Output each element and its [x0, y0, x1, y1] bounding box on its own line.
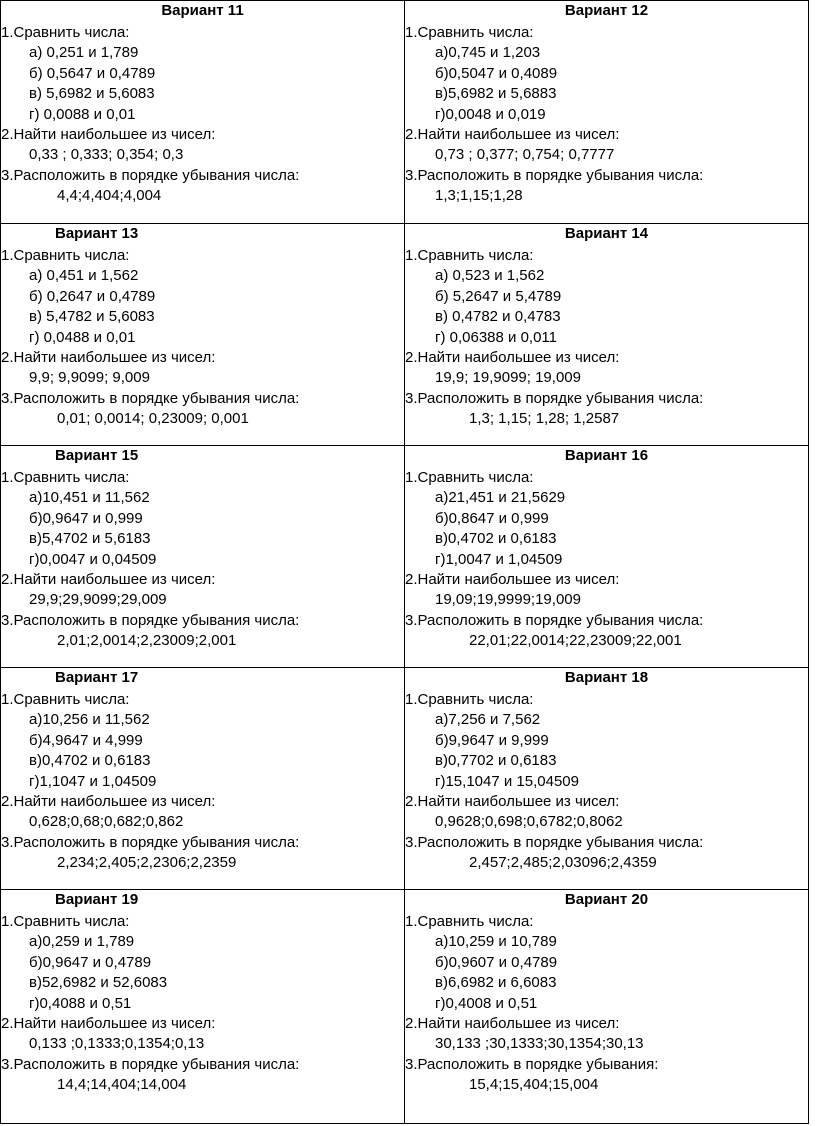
task-3-values: 2,457;2,485;2,03096;2,4359 — [469, 854, 657, 872]
task-2-heading: 2.Найти наибольшее из чисел: — [405, 349, 620, 367]
task-1-heading: 1.Сравнить числа: — [1, 469, 130, 486]
task-3-heading: 3.Расположить в порядке убывания числа: — [405, 389, 704, 407]
task-2-heading: 2.Найти наибольшее из чисел: — [1, 571, 216, 589]
task-3-heading: 3.Расположить в порядке убывания числа: — [1, 611, 300, 629]
task-1-item: б)0,9647 и 0,999 — [29, 509, 143, 527]
task-1-item: а) 0,251 и 1,789 — [29, 44, 139, 62]
task-2-values: 0,133 ;0,1333;0,1354;0,13 — [29, 1035, 205, 1053]
task-1-item: а) 0,523 и 1,562 — [435, 267, 545, 285]
task-1-item: г) 0,0488 и 0,01 — [29, 328, 136, 346]
variant-cell — [405, 1, 809, 224]
task-1-item: а)0,745 и 1,203 — [435, 44, 541, 62]
task-2-values: 0,628;0,68;0,682;0,862 — [29, 813, 184, 831]
task-1-item: г)0,4008 и 0,51 — [435, 994, 538, 1012]
task-1-heading: 1.Сравнить числа: — [405, 691, 534, 708]
task-1-item: а) 0,451 и 1,562 — [29, 267, 139, 285]
variant-cell — [1, 890, 405, 1124]
task-1-item: в)0,4702 и 0,6183 — [29, 752, 151, 770]
task-2-values: 30,133 ;30,1333;30,1354;30,13 — [435, 1035, 644, 1053]
task-3-heading: 3.Расположить в порядке убывания числа: — [405, 833, 704, 851]
task-1-item: а)21,451 и 21,5629 — [435, 489, 566, 507]
task-1-heading: 1.Сравнить числа: — [1, 24, 130, 41]
task-1-heading: 1.Сравнить числа: — [405, 24, 534, 41]
task-1-item: в)0,7702 и 0,6183 — [435, 752, 557, 770]
task-1-item: б)9,9647 и 9,999 — [435, 731, 549, 749]
task-1-item: а)10,451 и 11,562 — [29, 489, 150, 507]
task-1-heading: 1.Сравнить числа: — [1, 913, 130, 930]
task-1-item: г)1,0047 и 1,04509 — [435, 550, 563, 568]
task-1-heading: 1.Сравнить числа: — [405, 469, 534, 486]
task-1-item: в)52,6982 и 52,6083 — [29, 974, 168, 992]
task-2-values: 0,33 ; 0,333; 0,354; 0,3 — [29, 146, 184, 164]
task-1-item: в)5,4702 и 5,6183 — [29, 530, 151, 548]
task-3-values: 2,01;2,0014;2,23009;2,001 — [57, 632, 237, 650]
task-2-values: 0,9628;0,698;0,6782;0,8062 — [435, 813, 623, 831]
task-2-values: 19,09;19,9999;19,009 — [435, 591, 581, 609]
task-2-heading: 2.Найти наибольшее из чисел: — [1, 1015, 216, 1033]
task-1-item: а)10,259 и 10,789 — [435, 933, 557, 951]
task-2-heading: 2.Найти наибольшее из чисел: — [405, 793, 620, 811]
task-2-values: 9,9; 9,9099; 9,009 — [29, 369, 150, 387]
task-2-heading: 2.Найти наибольшее из чисел: — [405, 1015, 620, 1033]
variant-title: Вариант 12 — [564, 2, 649, 19]
task-1-item: б)0,9647 и 0,4789 — [29, 953, 152, 971]
task-1-item: б) 0,5647 и 0,4789 — [29, 64, 156, 82]
task-1-item: б)4,9647 и 4,999 — [29, 731, 143, 749]
variant-cell — [405, 446, 809, 668]
task-1-item: а)10,256 и 11,562 — [29, 711, 150, 729]
task-1-item: б)0,5047 и 0,4089 — [435, 64, 558, 82]
task-3-heading: 3.Расположить в порядке убывания: — [405, 1055, 659, 1073]
variant-title: Вариант 20 — [564, 891, 649, 908]
task-1-item: а)0,259 и 1,789 — [29, 933, 135, 951]
variant-cell — [405, 224, 809, 446]
variant-title: Вариант 19 — [55, 891, 139, 908]
task-3-heading: 3.Расположить в порядке убывания числа: — [405, 611, 704, 629]
task-1-item: в)5,6982 и 5,6883 — [435, 85, 557, 103]
task-2-values: 29,9;29,9099;29,009 — [29, 591, 167, 609]
variant-title: Вариант 18 — [564, 669, 649, 686]
variant-title: Вариант 13 — [55, 225, 139, 242]
task-1-item: б)0,8647 и 0,999 — [435, 509, 549, 527]
task-3-values: 22,01;22,0014;22,23009;22,001 — [469, 632, 682, 650]
task-3-values: 2,234;2,405;2,2306;2,2359 — [57, 854, 237, 872]
variant-title: Вариант 17 — [55, 669, 139, 686]
variant-title: Вариант 14 — [564, 225, 649, 242]
variant-title: Вариант 15 — [55, 447, 139, 464]
task-1-item: б) 5,2647 и 5,4789 — [435, 287, 562, 305]
task-1-item: б)0,9607 и 0,4789 — [435, 953, 558, 971]
task-3-heading: 3.Расположить в порядке убывания числа: — [1, 833, 300, 851]
task-2-values: 0,73 ; 0,377; 0,754; 0,7777 — [435, 146, 615, 164]
task-3-heading: 3.Расположить в порядке убывания числа: — [1, 389, 300, 407]
task-2-heading: 2.Найти наибольшее из чисел: — [405, 571, 620, 589]
task-1-item: в) 0,4782 и 0,4783 — [435, 308, 561, 326]
task-3-values: 14,4;14,404;14,004 — [57, 1076, 187, 1094]
task-3-values: 4,4;4,404;4,004 — [57, 187, 162, 205]
task-2-heading: 2.Найти наибольшее из чисел: — [1, 126, 216, 144]
task-1-item: г) 0,06388 и 0,011 — [435, 328, 557, 346]
task-1-item: г)0,0048 и 0,019 — [435, 105, 546, 123]
task-3-values: 15,4;15,404;15,004 — [469, 1076, 599, 1094]
task-1-item: в) 5,6982 и 5,6083 — [29, 85, 155, 103]
variant-title: Вариант 16 — [564, 447, 649, 464]
variant-cell — [1, 1, 405, 224]
variant-title: Вариант 11 — [161, 2, 244, 19]
task-1-heading: 1.Сравнить числа: — [1, 247, 130, 264]
task-3-heading: 3.Расположить в порядке убывания числа: — [1, 1055, 300, 1073]
task-2-values: 19,9; 19,9099; 19,009 — [435, 369, 581, 387]
task-3-heading: 3.Расположить в порядке убывания числа: — [405, 166, 704, 184]
task-1-heading: 1.Сравнить числа: — [1, 691, 130, 708]
task-1-item: г)15,1047 и 15,04509 — [435, 772, 579, 790]
task-3-values: 0,01; 0,0014; 0,23009; 0,001 — [57, 410, 249, 428]
task-1-item: в)0,4702 и 0,6183 — [435, 530, 557, 548]
variant-cell — [1, 668, 405, 890]
task-3-values: 1,3; 1,15; 1,28; 1,2587 — [469, 410, 620, 428]
task-1-item: в)6,6982 и 6,6083 — [435, 974, 557, 992]
variant-cell — [405, 668, 809, 890]
task-1-item: в) 5,4782 и 5,6083 — [29, 308, 155, 326]
task-3-values: 1,3;1,15;1,28 — [435, 187, 523, 205]
task-1-item: г)0,4088 и 0,51 — [29, 994, 132, 1012]
task-1-item: б) 0,2647 и 0,4789 — [29, 287, 156, 305]
task-1-item: г)0,0047 и 0,04509 — [29, 550, 157, 568]
variant-cell — [405, 890, 809, 1124]
task-1-item: г) 0,0088 и 0,01 — [29, 105, 136, 123]
task-2-heading: 2.Найти наибольшее из чисел: — [405, 126, 620, 144]
task-1-item: а)7,256 и 7,562 — [435, 711, 541, 729]
variant-cell — [1, 224, 405, 446]
task-2-heading: 2.Найти наибольшее из чисел: — [1, 349, 216, 367]
task-3-heading: 3.Расположить в порядке убывания числа: — [1, 166, 300, 184]
task-2-heading: 2.Найти наибольшее из чисел: — [1, 793, 216, 811]
task-1-heading: 1.Сравнить числа: — [405, 247, 534, 264]
task-1-heading: 1.Сравнить числа: — [405, 913, 534, 930]
variant-cell — [1, 446, 405, 668]
task-1-item: г)1,1047 и 1,04509 — [29, 772, 157, 790]
